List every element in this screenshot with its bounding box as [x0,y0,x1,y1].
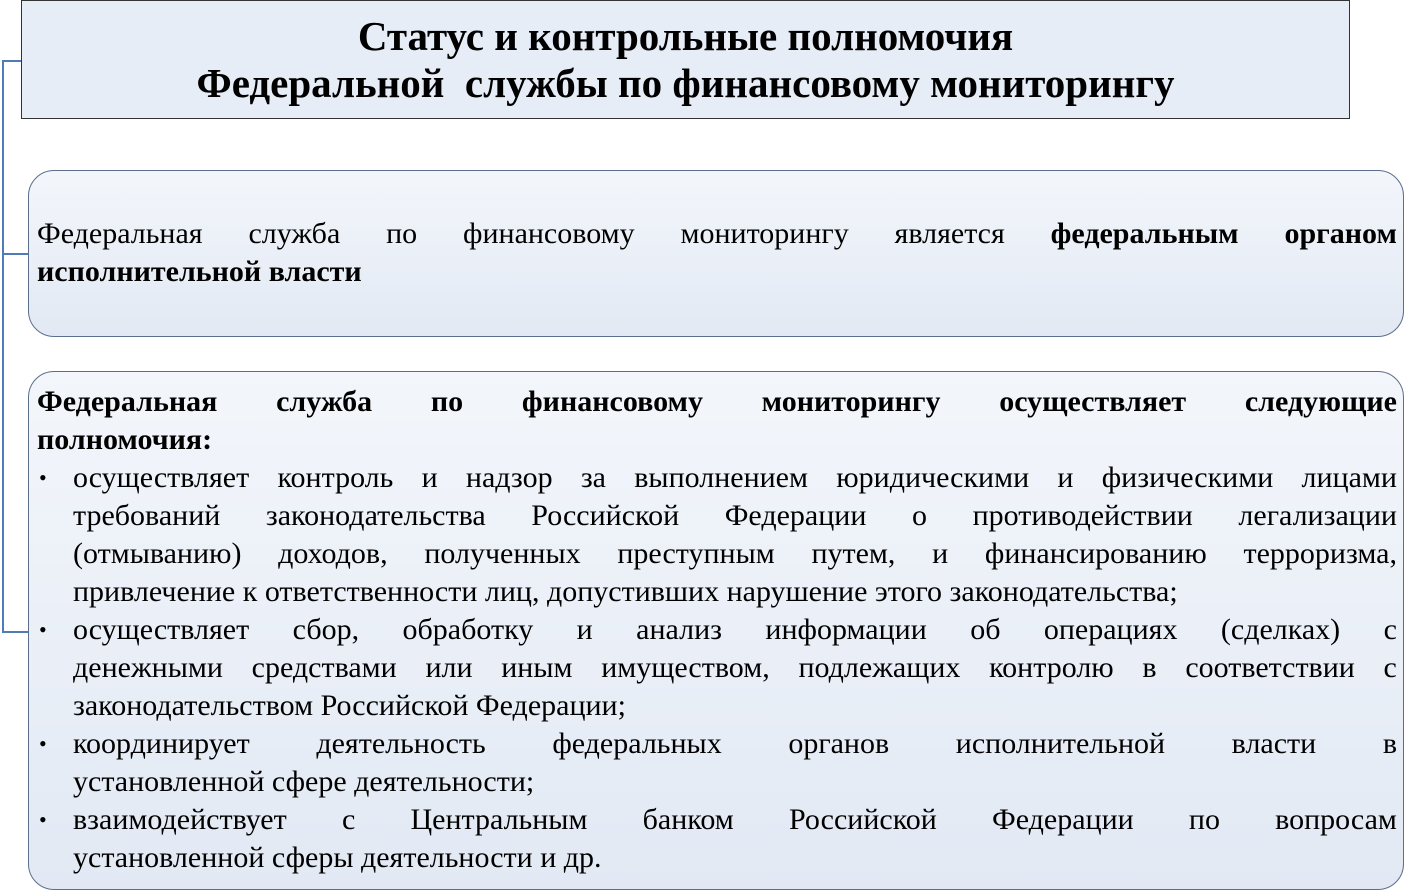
bullet-line: денежными средствами или иным имуществом, подлежащих контролю в соответствии с [73,651,1397,684]
title-line-2: Федеральной службы по финансовому мониторингу [196,59,1175,106]
bullet-text [73,725,1397,801]
heading-word: осуществляет [999,385,1187,418]
connector-to-powers-box [2,631,29,633]
bullet-line: взаимодействует с Центральным банком Российской Федерации по вопросам [73,803,1397,836]
heading-word: служба [276,385,373,418]
connector-to-status-box [2,253,29,255]
bullet-text [73,801,1397,877]
bullet-line: осуществляет сбор, обработку и анализ информации об операциях (сделках) с [73,613,1397,646]
status-word: мониторингу [680,217,849,250]
heading-word: следующие [1244,385,1397,418]
connector-to-title [2,60,22,62]
heading-word: Федеральная [37,385,218,418]
heading-word: мониторингу [761,385,941,418]
bullet-line: (отмыванию) доходов, полученных преступным путем, и финансированию терроризма, [73,537,1397,570]
bullet-text [73,611,1397,725]
status-word: является [894,217,1005,250]
bullet-icon: • [39,465,47,490]
bullet-last-line: установленной сфере деятельности; [73,765,535,798]
title-line-1: Статус и контрольные полномочия [357,12,1014,59]
powers-list-item [37,459,1397,611]
bullet-icon: • [39,807,47,832]
powers-list-item [37,611,1397,725]
powers-list [37,459,1397,877]
powers-list-item [37,725,1397,801]
status-line-1 [37,215,1397,253]
powers-heading-line-1 [37,383,1397,421]
connector-vertical-line [2,60,4,632]
status-word: Федеральная [37,217,203,250]
status-text [37,215,1397,291]
bullet-text [73,459,1397,611]
bullet-icon: • [39,731,47,756]
bullet-icon: • [39,617,47,642]
heading-word: финансовому [521,385,703,418]
heading-word: по [430,385,464,418]
status-word: финансовому [463,217,635,250]
bullet-last-line: законодательством Российской Федерации; [73,689,626,722]
bullet-last-line: привлечение к ответственности лиц, допустивших нарушение этого законодательства; [73,575,1178,608]
title-box [21,0,1350,119]
bullet-line: требований законодательства Российской Федерации о противодействии легализации [73,499,1397,532]
bullet-line: осуществляет контроль и надзор за выполнением юридическими и физическими лицами [73,461,1397,494]
powers-content [37,383,1397,877]
status-word-bold: федеральным [1050,217,1239,250]
status-word: служба [248,217,341,250]
bullet-last-line: установленной сферы деятельности и др. [73,841,602,874]
status-word: по [386,217,418,250]
bullet-line: координирует деятельность федеральных органов исполнительной власти в [73,727,1397,760]
status-line-2: исполнительной власти [37,255,362,288]
status-word-bold: органом [1284,217,1397,250]
powers-list-item [37,801,1397,877]
powers-heading-line-2: полномочия: [37,423,213,456]
